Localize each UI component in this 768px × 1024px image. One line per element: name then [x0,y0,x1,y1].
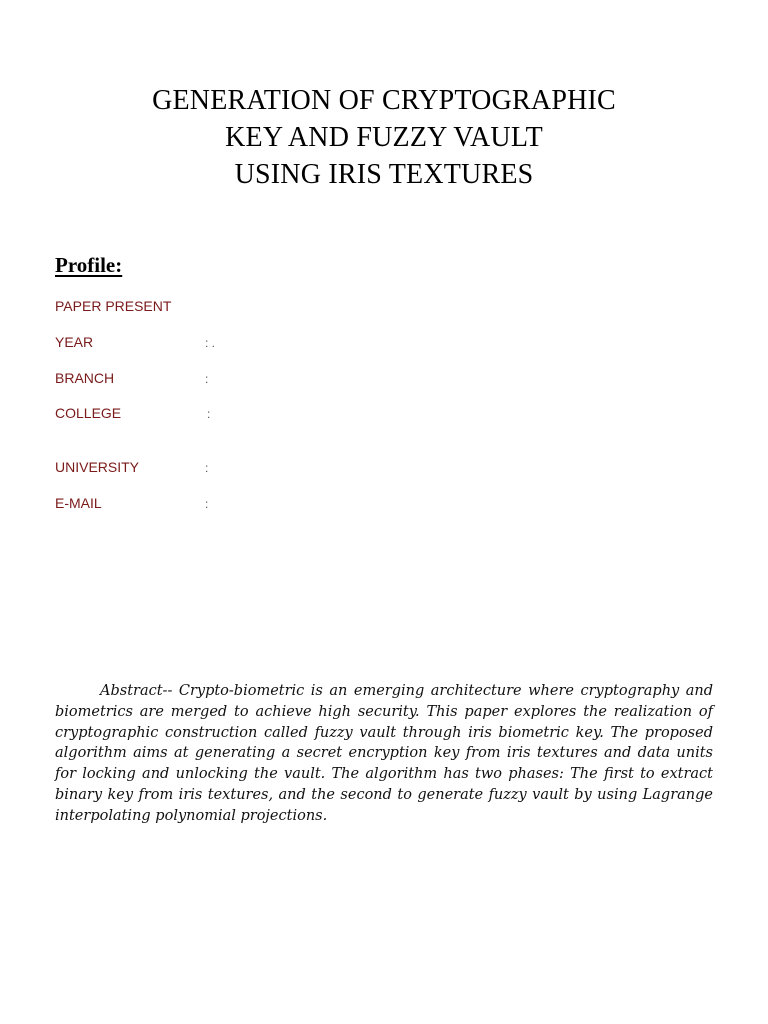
field-label-year: YEAR [55,334,94,350]
field-separator-year: : . [205,336,216,350]
field-separator-college: : [207,407,211,421]
paper-title [0,82,768,193]
field-separator-university: : [205,461,209,475]
field-label-paper-present: PAPER PRESENT [55,298,172,314]
abstract-section [55,681,713,827]
field-label-email: E-MAIL [55,495,102,511]
field-separator-email: : [205,497,209,511]
profile-heading: Profile: [55,253,123,277]
abstract-paragraph: Abstract-- Crypto-biometric is an emerging architecture where cryptography and biometrics are merged to achieve high security. This paper explores the realization of cryptographic construction called fuzzy vault through iris biometric key. The proposed algorithm aims at generating a secret encryption key from iris textures and data units for locking and unlocking the vault. The algorithm has two phases: The first to extract binary key from iris textures, and the second to generate fuzzy vault by using Lagrange interpolating polynomial projections. [55,683,713,824]
field-label-college: COLLEGE [55,405,122,421]
title-line-3: USING IRIS TEXTURES [234,159,534,190]
field-separator-branch: : [205,372,209,386]
field-label-university: UNIVERSITY [55,459,140,475]
title-line-2: KEY AND FUZZY VAULT [225,122,543,153]
title-line-1: GENERATION OF CRYPTOGRAPHIC [152,85,616,116]
field-label-branch: BRANCH [55,370,115,386]
